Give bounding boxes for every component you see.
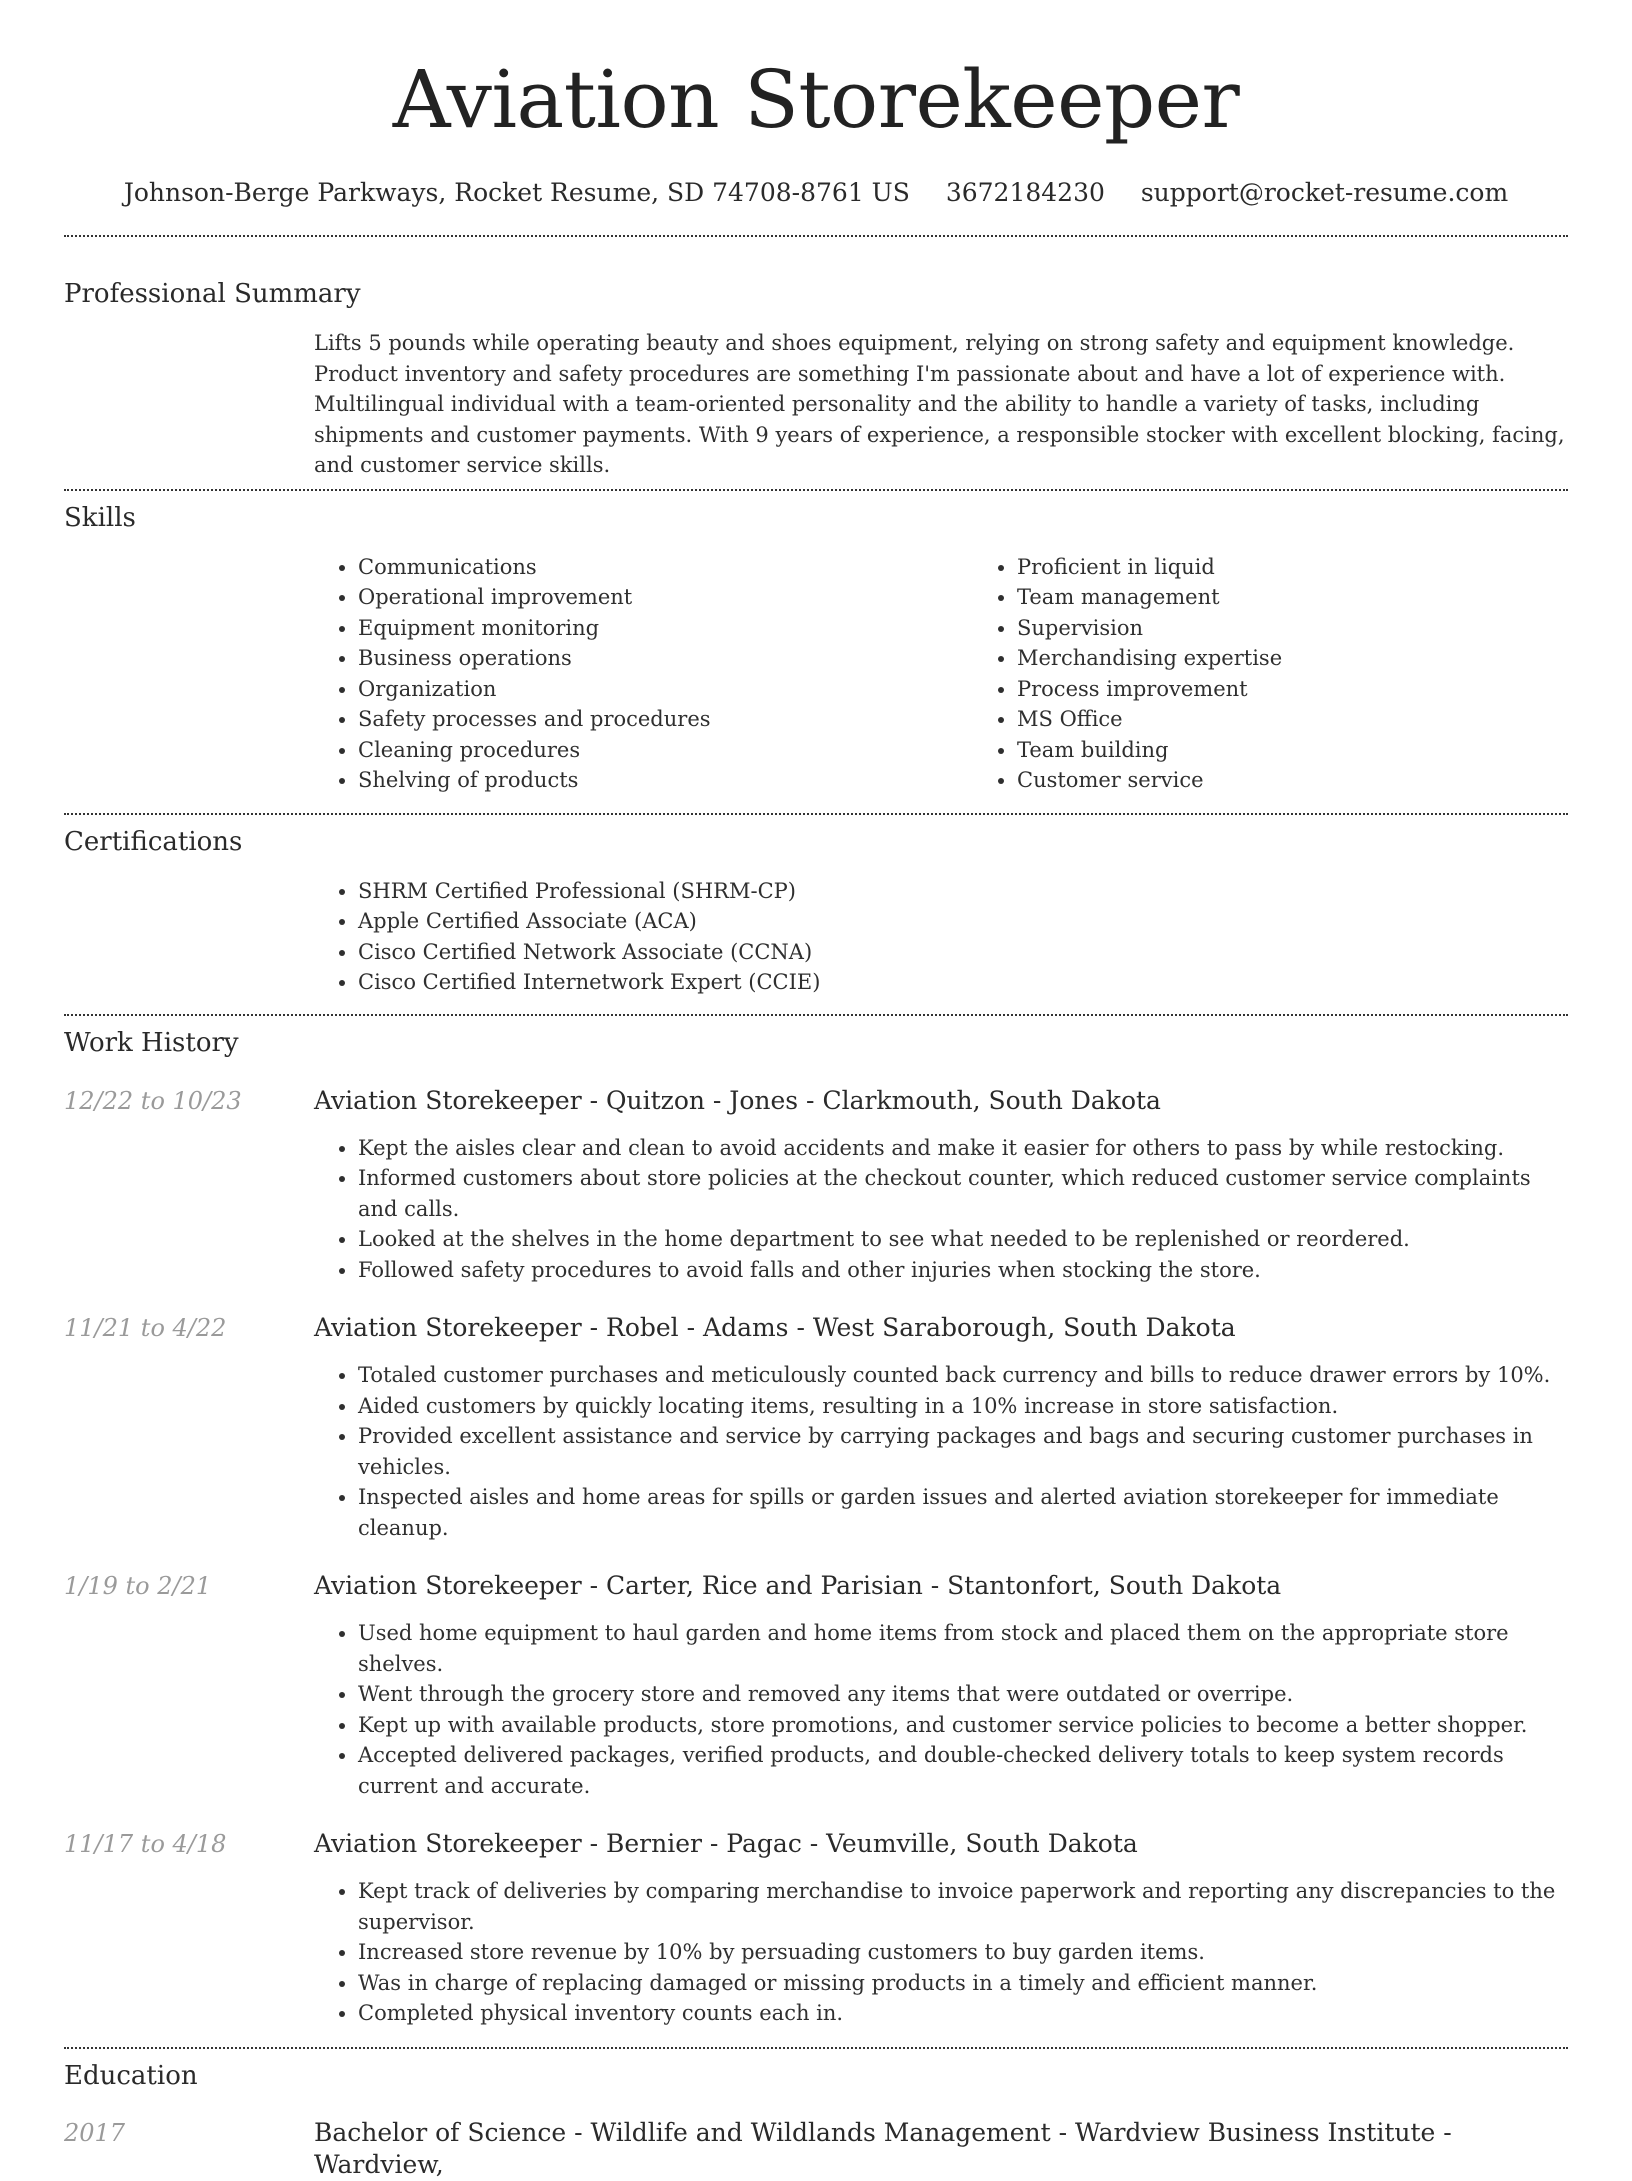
- skill-item: • Supervision: [1017, 613, 1632, 644]
- certification-item: • Cisco Certified Network Associate (CCNA): [358, 937, 1568, 968]
- job-bullets: [314, 1133, 1568, 1286]
- section-title-skills: Skills: [64, 502, 136, 533]
- summary-row: [64, 328, 1568, 481]
- job-entry: [64, 1570, 1568, 1801]
- contact-line: [64, 176, 1568, 210]
- resume-name: Aviation Storekeeper: [392, 53, 1240, 146]
- job-bullet: • Kept the aisles clear and clean to avoid accidents and make it easier for others to pass by while restocking.: [358, 1133, 1568, 1164]
- job-date: 1/19 to 2/21: [64, 1572, 212, 1600]
- certifications-list: [314, 876, 1568, 998]
- job-date: 11/21 to 4/22: [64, 1314, 227, 1342]
- job-bullets: [314, 1876, 1568, 2029]
- job-bullet: • Kept up with available products, store promotions, and customer service policies to become a better shopper.: [358, 1710, 1568, 1741]
- divider: [64, 2047, 1568, 2049]
- job-bullet: • Followed safety procedures to avoid falls and other injuries when stocking the store.: [358, 1255, 1568, 1286]
- section-title-work-history: Work History: [64, 1027, 239, 1058]
- skill-item: • Process improvement: [1017, 674, 1632, 705]
- contact-email: support@rocket-resume.com: [1140, 178, 1509, 207]
- job-bullet: • Accepted delivered packages, verified products, and double-checked delivery totals to keep system records current and accurate.: [358, 1740, 1568, 1801]
- skill-item: • Merchandising expertise: [1017, 643, 1632, 674]
- divider: [64, 489, 1568, 491]
- skills-list-left: [314, 552, 973, 796]
- divider: [64, 235, 1568, 237]
- job-bullets: [314, 1360, 1568, 1543]
- skill-item: • Customer service: [1017, 765, 1632, 796]
- section-title-summary: Professional Summary: [64, 279, 361, 309]
- certification-item: • Apple Certified Associate (ACA): [358, 906, 1568, 937]
- skill-item: • Proficient in liquid: [1017, 552, 1632, 583]
- skills-list-right: [973, 552, 1632, 796]
- skill-item: • Team building: [1017, 735, 1632, 766]
- skill-item: • Business operations: [358, 643, 973, 674]
- divider: [64, 813, 1568, 815]
- job-entry: [64, 1085, 1568, 1286]
- contact-phone: 3672184230: [945, 178, 1105, 207]
- skill-item: • Equipment monitoring: [358, 613, 973, 644]
- job-title: Aviation Storekeeper - Quitzon - Jones - Clarkmouth, South Dakota: [314, 1085, 1161, 1115]
- certification-item: • Cisco Certified Internetwork Expert (CCIE): [358, 967, 1568, 998]
- skill-item: • Shelving of products: [358, 765, 973, 796]
- job-bullet: • Provided excellent assistance and service by carrying packages and bags and securing customer purchases in vehicles.: [358, 1421, 1568, 1482]
- skills-grid: [314, 552, 1632, 796]
- divider: [64, 1014, 1568, 1016]
- section-title-certifications: Certifications: [64, 826, 243, 857]
- job-bullets: [314, 1618, 1568, 1801]
- skill-item: • Organization: [358, 674, 973, 705]
- job-bullet: • Kept track of deliveries by comparing merchandise to invoice paperwork and reporting any discrepancies to the supervisor.: [358, 1876, 1568, 1937]
- summary-text: Lifts 5 pounds while operating beauty and shoes equipment, relying on strong safety and equipment knowledge. Product inventory and safety procedures are something I'm passionate about and have a lot of experience with. Multilingual individual with a team-oriented personality and the ability to handle a variety of tasks, including shipments and customer payments. With 9 years of experience, a responsible stocker with excellent blocking, facing, and customer service skills.: [314, 331, 1565, 477]
- education-degree: Bachelor of Science - Wildlife and Wildlands Management - Wardview Business Institute - Wardview,: [314, 2117, 1452, 2179]
- job-bullet: • Completed physical inventory counts each in.: [358, 1998, 1568, 2029]
- skill-item: • Team management: [1017, 582, 1632, 613]
- job-bullet: • Went through the grocery store and removed any items that were outdated or overripe.: [358, 1679, 1568, 1710]
- job-bullet: • Inspected aisles and home areas for spills or garden issues and alerted aviation storekeeper for immediate cleanup.: [358, 1482, 1568, 1543]
- education-date: 2017: [64, 2118, 126, 2147]
- job-bullet: • Was in charge of replacing damaged or missing products in a timely and efficient manner.: [358, 1968, 1568, 1999]
- skill-item: • Cleaning procedures: [358, 735, 973, 766]
- skill-item: • Communications: [358, 552, 973, 583]
- job-entry: [64, 1828, 1568, 2029]
- job-bullet: • Used home equipment to haul garden and home items from stock and placed them on the appropriate store shelves.: [358, 1618, 1568, 1679]
- skills-row: [64, 552, 1568, 796]
- job-bullet: • Totaled customer purchases and meticulously counted back currency and bills to reduce drawer errors by 10%.: [358, 1360, 1568, 1391]
- job-date: 11/17 to 4/18: [64, 1830, 227, 1858]
- job-bullet: • Informed customers about store policies at the checkout counter, which reduced customer service complaints and calls.: [358, 1163, 1568, 1224]
- skill-item: • MS Office: [1017, 704, 1632, 735]
- job-bullet: • Aided customers by quickly locating items, resulting in a 10% increase in store satisfaction.: [358, 1391, 1568, 1422]
- section-title-education: Education: [64, 2060, 198, 2091]
- job-entry: [64, 1312, 1568, 1543]
- skill-item: • Safety processes and procedures: [358, 704, 973, 735]
- job-title: Aviation Storekeeper - Carter, Rice and Parisian - Stantonfort, South Dakota: [314, 1571, 1282, 1600]
- job-bullet: • Increased store revenue by 10% by persuading customers to buy garden items.: [358, 1937, 1568, 1968]
- resume-page: [64, 0, 1568, 2181]
- certifications-row: [64, 876, 1568, 998]
- job-title: Aviation Storekeeper - Robel - Adams - West Saraborough, South Dakota: [314, 1313, 1236, 1342]
- job-title: Aviation Storekeeper - Bernier - Pagac - Veumville, South Dakota: [314, 1829, 1138, 1858]
- education-entry: [64, 2117, 1568, 2181]
- certification-item: • SHRM Certified Professional (SHRM-CP): [358, 876, 1568, 907]
- job-date: 12/22 to 10/23: [64, 1086, 242, 1115]
- skill-item: • Operational improvement: [358, 582, 973, 613]
- job-bullet: • Looked at the shelves in the home department to see what needed to be replenished or reordered.: [358, 1224, 1568, 1255]
- contact-address: Johnson-Berge Parkways, Rocket Resume, SD 74708-8761 US: [123, 178, 910, 207]
